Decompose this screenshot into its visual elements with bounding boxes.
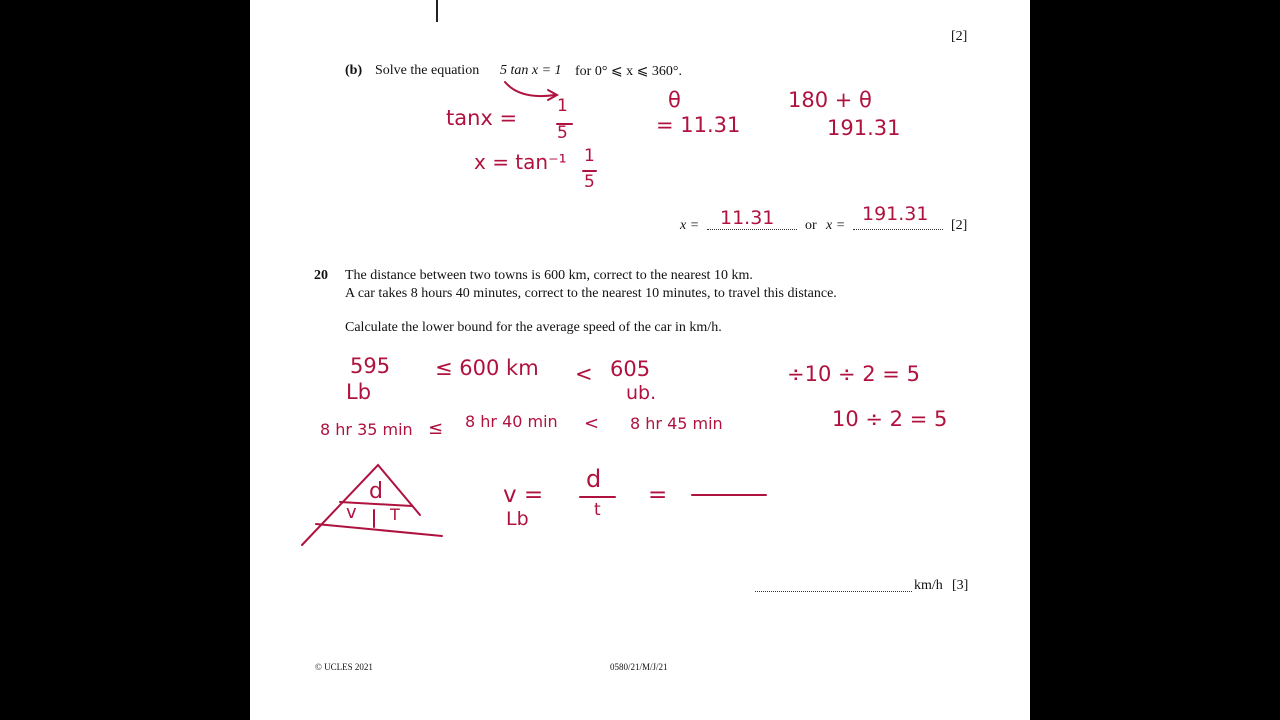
hw-lt: <: [575, 362, 593, 386]
q20-line1: The distance between two towns is 600 km, correct to the nearest 10 km.: [345, 268, 753, 283]
hw-div-1: ÷10 ÷ 2 = 5: [787, 362, 920, 386]
q20-answer-unit: km/h: [914, 578, 943, 593]
q20-number: 20: [314, 268, 328, 283]
top-marks: [2]: [951, 29, 968, 44]
footer-copyright: © UCLES 2021: [315, 662, 373, 672]
q20-answer-line: [755, 578, 912, 592]
q20-marks: [3]: [952, 578, 969, 593]
hw-lb: Lb: [346, 380, 372, 404]
hw-time-upper: 8 hr 45 min: [630, 414, 723, 433]
hw-le: ≤: [428, 418, 444, 439]
hw-answer-2: 191.31: [862, 203, 929, 225]
hw-time-mid: 8 hr 40 min: [465, 412, 558, 431]
hw-frac-t: t: [594, 500, 601, 520]
answer-or: or: [805, 218, 817, 233]
part-b-equation: 5 tan x = 1: [500, 63, 562, 78]
answer-x2-label: x =: [826, 218, 846, 233]
answer-x1-label: x =: [680, 218, 700, 233]
hw-theta: θ: [668, 88, 681, 112]
hw-inv-num: 1: [584, 146, 595, 166]
vertical-rule: [436, 0, 438, 22]
hw-frac-num: 1: [557, 96, 568, 116]
hw-605: 605: [610, 357, 651, 381]
hw-equals: =: [648, 482, 668, 508]
hw-tri-d: d: [369, 479, 383, 504]
hw-lt2: <: [584, 413, 600, 434]
hw-frac-d: d: [586, 465, 602, 493]
hw-180-theta: 180 + θ: [788, 88, 872, 112]
hw-frac-den: 5: [557, 123, 568, 143]
hw-tri-v: v: [346, 502, 357, 523]
part-b-prompt: Solve the equation: [375, 63, 480, 78]
hw-191: 191.31: [827, 116, 901, 140]
tri-base: [316, 524, 442, 536]
hw-inv-den: 5: [584, 172, 595, 192]
hw-answer-1: 11.31: [720, 207, 775, 229]
hw-v-lb: Lb: [506, 508, 529, 530]
hw-600km: ≤ 600 km: [435, 356, 539, 380]
hw-595: 595: [350, 354, 391, 378]
part-b-label: (b): [345, 63, 363, 78]
footer-code: 0580/21/M/J/21: [610, 662, 668, 672]
q20-line2: A car takes 8 hours 40 minutes, correct to the nearest 10 minutes, to travel this distance.: [345, 286, 837, 301]
hw-theta-value: = 11.31: [656, 113, 741, 137]
hw-tri-t: T: [390, 505, 400, 524]
arrow-curve: [505, 82, 555, 96]
hw-time-lower: 8 hr 35 min: [320, 420, 413, 439]
tri-outline: [302, 465, 420, 545]
exam-page: [250, 0, 1030, 720]
hw-div-2: 10 ÷ 2 = 5: [832, 407, 948, 431]
hw-ub: ub.: [626, 382, 657, 404]
arrow-head: [548, 90, 557, 100]
q20-instruction: Calculate the lower bound for the average speed of the car in km/h.: [345, 320, 722, 335]
part-b-range: for 0° ⩽ x ⩽ 360°.: [575, 64, 682, 79]
part-b-marks: [2]: [951, 218, 968, 233]
hw-tanx: tanx =: [446, 106, 518, 130]
hw-x-inverse: x = tan⁻¹: [474, 150, 567, 174]
hw-v-equals: v =: [503, 482, 544, 508]
